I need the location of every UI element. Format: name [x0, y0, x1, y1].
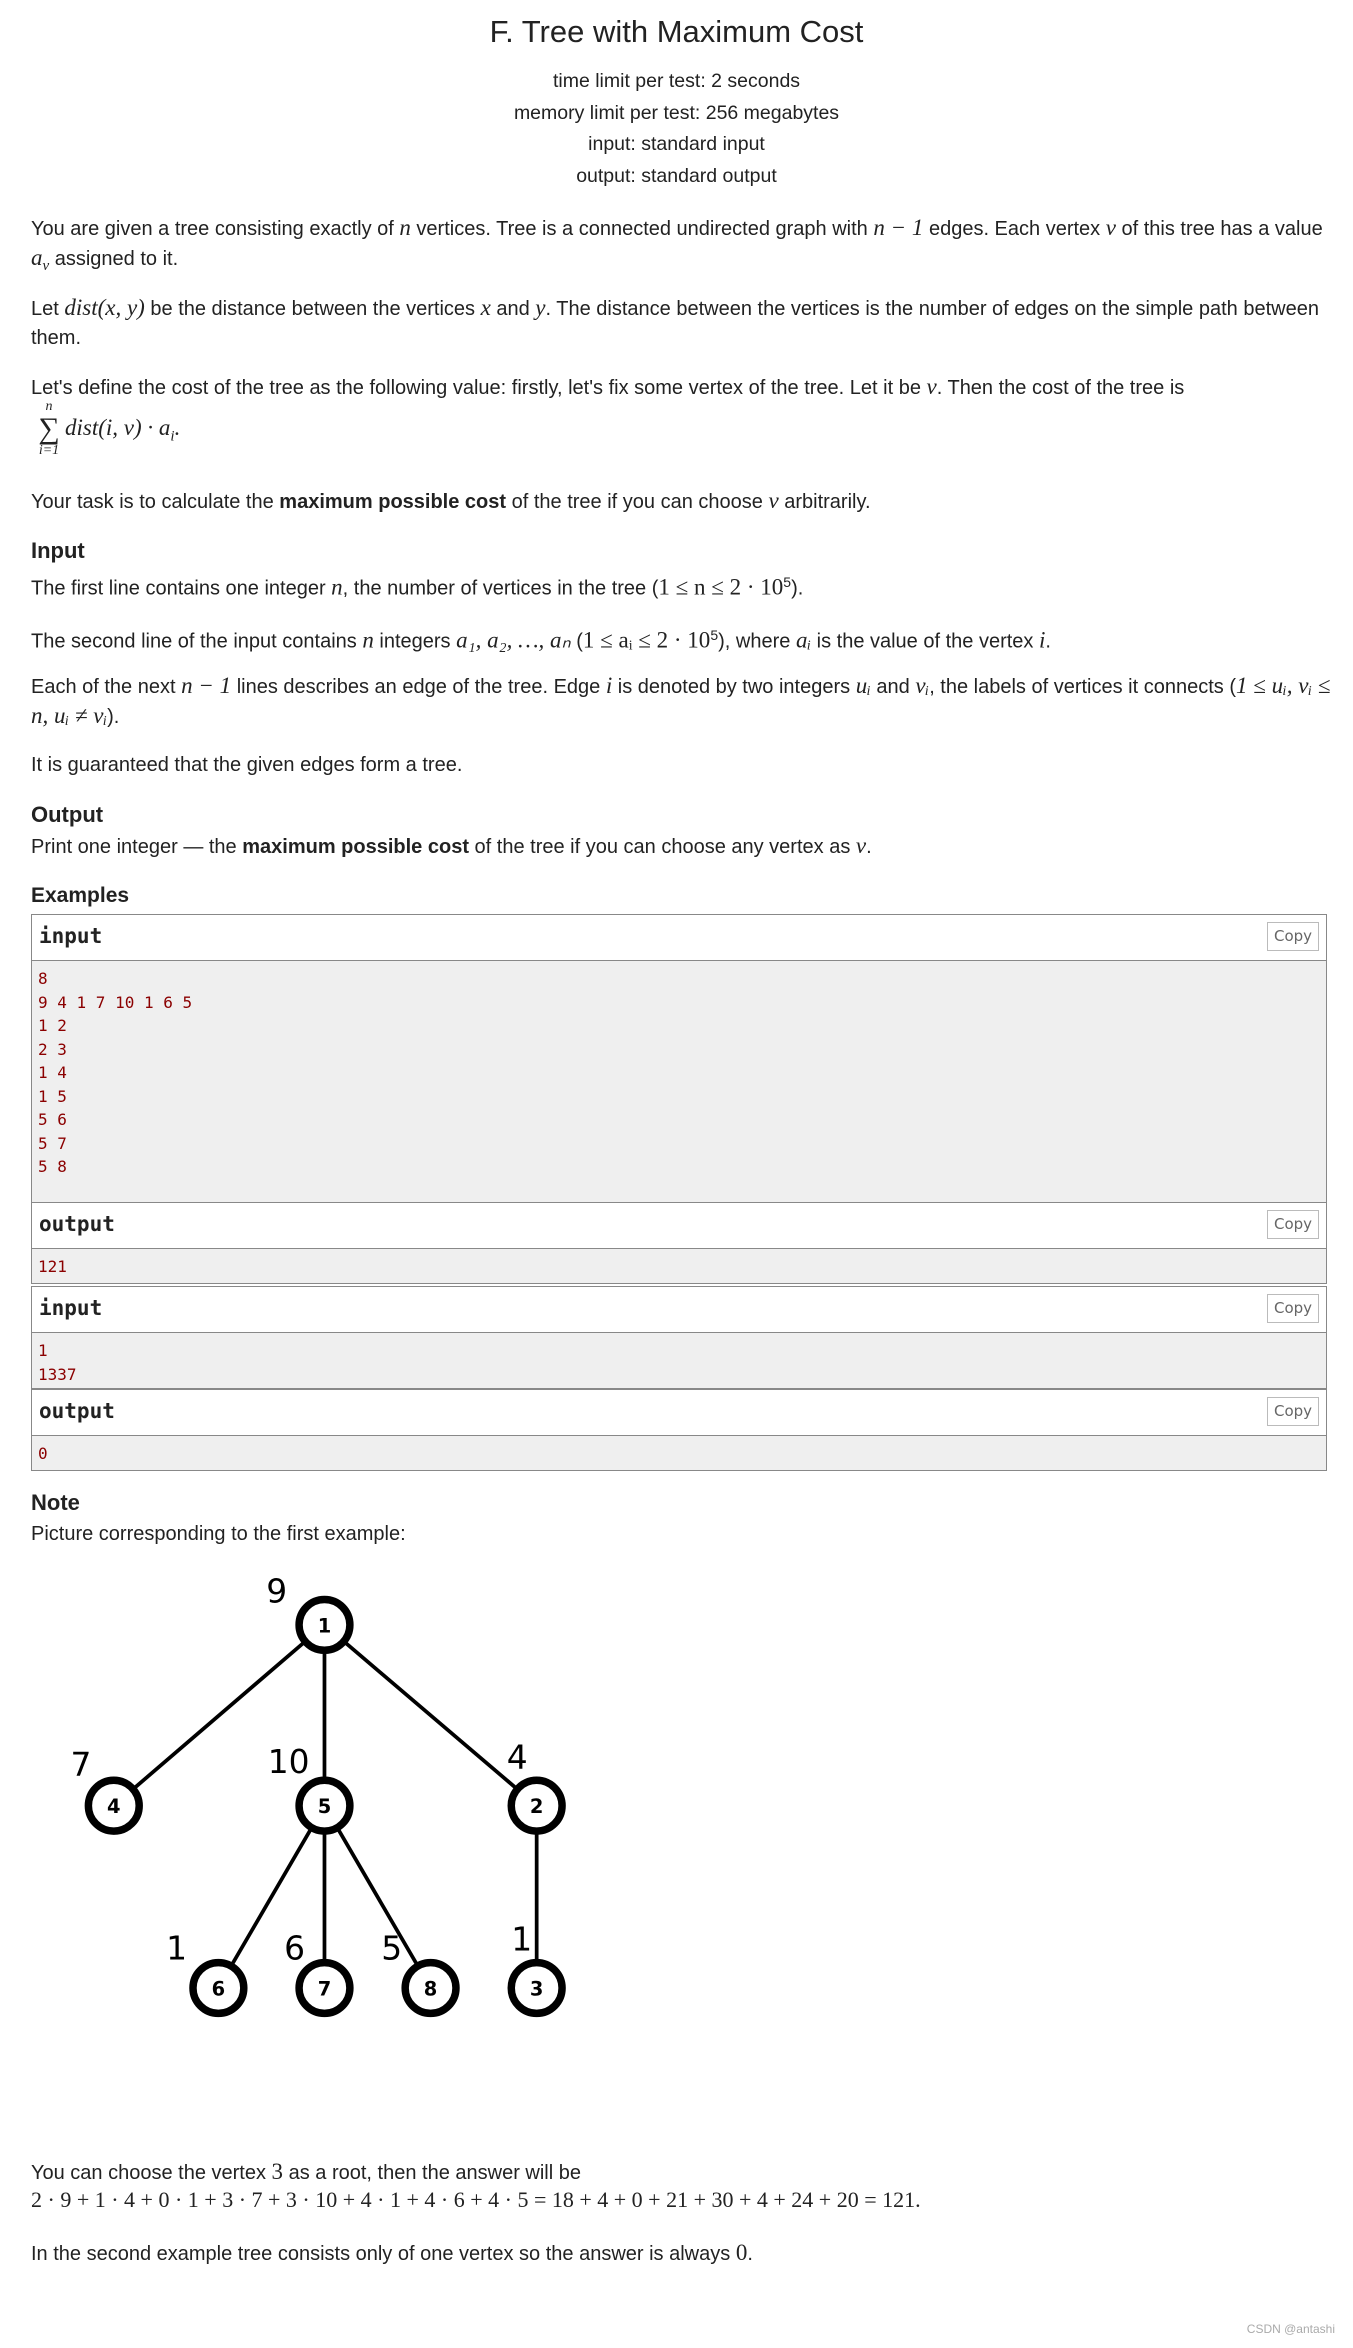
output-heading: Output — [31, 802, 104, 827]
output-spec: output: standard output — [576, 164, 777, 187]
output-line: 121 — [38, 1257, 67, 1276]
input-spec: input: standard input — [588, 133, 765, 155]
example-2-output-header — [32, 1388, 1326, 1436]
tree-node-label: 6 — [211, 1977, 226, 2001]
input-line: 9 4 1 7 10 1 6 5 — [38, 992, 193, 1012]
memory-limit: memory limit per test: 256 megabytes — [513, 101, 840, 124]
copy-button[interactable]: Copy — [1267, 1397, 1319, 1426]
example-1-input[interactable] — [32, 961, 1326, 1202]
input-line-2: The second line of the input contains n integers a₁, a₂, …, aₙ (1 ≤ aᵢ ≤ $2 \cdot 10^5$), where aᵢ is the value of the vertex i. — [31, 627, 1051, 653]
copy-button[interactable]: Copy — [1267, 1294, 1319, 1323]
tree-node-value: 5 — [381, 1928, 403, 1968]
sum-body: dist(i, $v) \cdot a_i$. — [65, 415, 181, 445]
input-line: 5 8 — [38, 1157, 67, 1176]
example-2-input-header — [32, 1287, 1326, 1333]
example-2 — [31, 1286, 1327, 1471]
input-line-4: It is guaranteed that the given edges form a tree. — [31, 754, 463, 776]
example-1 — [31, 914, 1327, 1284]
tree-node-value: 1 — [511, 1919, 533, 1959]
input-line-3: Each of the next n − 1 lines describes an edge of the tree. Edge i is denoted by two integers uᵢ and vᵢ, the labels of vertices it connects (1 ≤ uᵢ, vᵢ ≤ n, uᵢ ≠ vᵢ). — [31, 673, 1331, 728]
tree-node-value: 9 — [266, 1571, 288, 1611]
example-1-output[interactable] — [32, 1249, 1326, 1283]
tree-node-label: 7 — [317, 1977, 332, 2001]
copy-button[interactable]: Copy — [1267, 1210, 1319, 1239]
statement-paragraph-3: Let's define the cost of the tree as the following value: firstly, let's fix some vertex of the tree. Let it be v. Then the cost of the tree is — [31, 374, 1185, 399]
input-line: 5 7 — [38, 1133, 67, 1153]
input-label: input — [39, 924, 103, 948]
note-heading: Note — [31, 1490, 80, 1515]
input-line: 5 6 — [38, 1110, 67, 1129]
tree-node-label: 4 — [107, 1795, 121, 1819]
tree-node-value: 4 — [506, 1737, 528, 1777]
tree-node-value: 7 — [70, 1744, 92, 1784]
statement-paragraph-4: Your task is to calculate the maximum possible cost of the tree if you can choose v arbitrarily. — [31, 488, 871, 513]
tree-node-label: 1 — [317, 1614, 332, 1638]
input-line: 1 — [38, 1341, 48, 1360]
example-2-output[interactable] — [32, 1436, 1326, 1470]
input-line: 8 — [38, 969, 48, 988]
note-line-3: In the second example tree consists only of one vertex so the answer is always 0. — [31, 2240, 753, 2265]
tree-node-value: 10 — [267, 1741, 310, 1781]
tree-node-label: 8 — [423, 1977, 438, 2001]
problem-title: F. Tree with Maximum Cost — [489, 14, 864, 49]
input-line-1: The first line contains one integer n, the number of vertices in the tree $(1 \le n \le 2 \cdot 10^5)$. — [31, 574, 804, 600]
output-label: output — [39, 1212, 115, 1236]
note-caption: Picture corresponding to the first example: — [31, 1523, 406, 1545]
example-2-input[interactable] — [32, 1333, 1326, 1388]
tree-diagram — [0, 1530, 640, 2050]
note-formula: 2 · 9 + 1 · 4 + 0 · 1 + 3 · 7 + 3 · 10 + 4 · 1 + 4 · 6 + 4 · 5 = 18 + 4 + 0 + 21 + 30 + 4 + 24 + 20 = 121. — [31, 2187, 921, 2212]
tree-edge — [218, 1806, 324, 1988]
input-label: input — [39, 1296, 103, 1320]
example-1-output-header — [32, 1202, 1326, 1249]
input-line: 1 4 — [38, 1063, 67, 1082]
tree-edge — [324, 1806, 430, 1988]
input-line: 1 2 — [38, 1016, 67, 1035]
sum-formula: n ∑ i=1 — [38, 399, 60, 458]
tree-node-value: 6 — [284, 1928, 306, 1968]
tree-node-label: 3 — [529, 1977, 544, 2001]
time-limit: time limit per test: 2 seconds — [552, 70, 801, 92]
note-line-1: You can choose the vertex 3 as a root, then the answer will be — [31, 2159, 581, 2184]
output-line: 0 — [38, 1444, 48, 1463]
tree-node-label: 5 — [317, 1795, 332, 1819]
example-1-input-header — [32, 915, 1326, 961]
input-heading: Input — [31, 538, 85, 563]
tree-edge — [324, 1625, 536, 1806]
output-label: output — [39, 1399, 115, 1423]
statement-paragraph-2: Let dist(x, y) be the distance between the vertices x and y. The distance between the vertices is the number of edges on the simple path between them. — [31, 295, 1319, 349]
examples-heading: Examples — [31, 884, 130, 907]
copy-button[interactable]: Copy — [1267, 922, 1319, 951]
tree-node-label: 2 — [529, 1795, 544, 1819]
tree-node-value: 1 — [166, 1928, 188, 1968]
statement-paragraph-1: You are given a tree consisting exactly of n vertices. Tree is a connected undirected graph with n − 1 edges. Each vertex v of this tree has a value $a_v$ assigned to it. — [31, 215, 1323, 274]
output-line: Print one integer — the maximum possible cost of the tree if you can choose any vertex as v. — [31, 833, 872, 858]
problem-limits — [0, 66, 1353, 192]
input-line: 2 3 — [38, 1039, 67, 1059]
input-line: 1337 — [38, 1364, 77, 1384]
watermark: CSDN @antashi — [1246, 2322, 1335, 2336]
input-line: 1 5 — [38, 1086, 67, 1106]
